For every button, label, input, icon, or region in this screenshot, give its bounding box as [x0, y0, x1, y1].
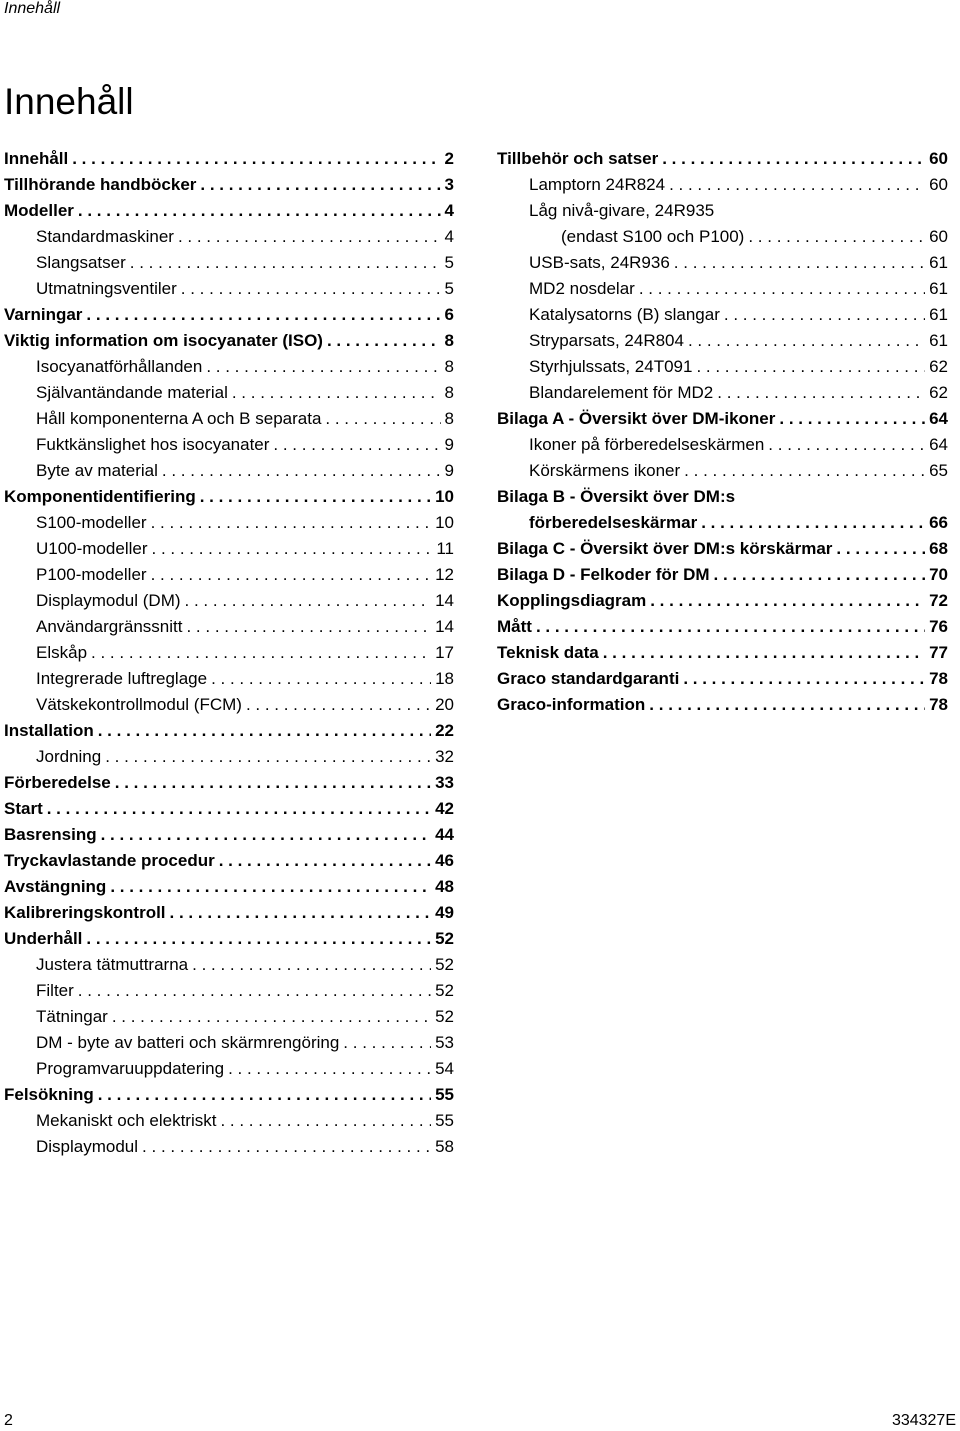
dot-leader — [674, 250, 925, 276]
dot-leader — [162, 458, 441, 484]
dot-leader — [211, 666, 431, 692]
toc-entry[interactable] — [497, 536, 948, 562]
toc-entry[interactable] — [497, 484, 948, 536]
toc-entry-page: 53 — [435, 1033, 454, 1052]
toc-entry-label: Tryckavlastande procedur — [4, 851, 215, 870]
toc-entry[interactable] — [4, 1004, 454, 1030]
dot-leader — [696, 354, 925, 380]
toc-entry[interactable] — [4, 536, 454, 562]
toc-entry[interactable] — [497, 666, 948, 692]
toc-entry-page: 52 — [435, 1007, 454, 1026]
dot-leader — [232, 380, 441, 406]
toc-entry-label: Underhåll — [4, 929, 83, 948]
toc-entry-label: Varningar — [4, 305, 83, 324]
dot-leader — [662, 146, 925, 172]
toc-entry-page: 9 — [444, 435, 454, 454]
toc-entry-page: 64 — [929, 435, 948, 454]
toc-entry-page: 8 — [444, 357, 454, 376]
toc-entry-label: S100-modeller — [36, 513, 147, 532]
toc-entry-page: 4 — [444, 201, 454, 220]
toc-entry-label: Bilaga B - Översikt över DM:s — [497, 487, 736, 506]
toc-entry-page: 14 — [435, 591, 454, 610]
toc-entry-page: 77 — [929, 643, 948, 662]
toc-entry-label: Modeller — [4, 201, 74, 220]
toc-entry[interactable] — [4, 276, 454, 302]
toc-entry-label: Vätskekontrollmodul (FCM) — [36, 695, 242, 714]
toc-entry[interactable] — [497, 562, 948, 588]
toc-entry-page: 60 — [929, 149, 948, 168]
toc-entry[interactable] — [497, 302, 948, 328]
dot-leader — [192, 952, 431, 978]
toc-entry-label: Körskärmens ikoner — [529, 461, 681, 480]
toc-entry[interactable] — [4, 718, 454, 744]
toc-entry[interactable] — [4, 666, 454, 692]
toc-entry-page: 78 — [929, 669, 948, 688]
toc-entry[interactable] — [497, 458, 948, 484]
dot-leader — [219, 848, 431, 874]
toc-entry[interactable] — [4, 224, 454, 250]
toc-entry[interactable] — [4, 614, 454, 640]
toc-entry-label: Byte av material — [36, 461, 158, 480]
toc-entry-page: 4 — [444, 227, 454, 246]
dot-leader — [688, 328, 925, 354]
toc-entry-label: Graco-information — [497, 695, 646, 714]
toc-entry-label: Justera tätmuttrarna — [36, 955, 189, 974]
toc-entry-page: 78 — [929, 695, 948, 714]
toc-entry-label: Displaymodul — [36, 1137, 139, 1156]
dot-leader — [683, 666, 925, 692]
toc-entry[interactable] — [497, 250, 948, 276]
toc-entry-label: Standardmaskiner — [36, 227, 174, 246]
toc-entry-label: Start — [4, 799, 43, 818]
dot-leader — [325, 406, 440, 432]
toc-entry-label: Användargränssnitt — [36, 617, 183, 636]
toc-entry-label: Lamptorn 24R824 — [529, 175, 666, 194]
toc-entry-page: 61 — [929, 331, 948, 350]
dot-leader — [206, 354, 440, 380]
dot-leader — [603, 640, 925, 666]
toc-entry-label: Viktig information om isocyanater (ISO) — [4, 331, 323, 350]
toc-entry[interactable] — [497, 406, 948, 432]
toc-entry-label: U100-modeller — [36, 539, 148, 558]
toc-entry-page: 62 — [929, 357, 948, 376]
dot-leader — [649, 692, 925, 718]
toc-entry-label: Kalibreringskontroll — [4, 903, 166, 922]
toc-entry[interactable] — [4, 354, 454, 380]
toc-entry[interactable] — [4, 198, 454, 224]
toc-entry[interactable] — [497, 276, 948, 302]
toc-entry[interactable] — [4, 952, 454, 978]
toc-entry-page: 32 — [435, 747, 454, 766]
dot-leader — [170, 900, 432, 926]
toc-entry-page: 55 — [435, 1111, 454, 1130]
dot-leader — [112, 1004, 431, 1030]
toc-entry-page: 8 — [444, 383, 454, 402]
toc-entry[interactable] — [497, 172, 948, 198]
toc-entry[interactable] — [4, 380, 454, 406]
toc-entry-label: Teknisk data — [497, 643, 599, 662]
toc-entry-label: Låg nivå-givare, 24R935 — [529, 201, 715, 220]
toc-entry[interactable] — [4, 146, 454, 172]
toc-entry[interactable] — [4, 1108, 454, 1134]
toc-entry-page: 72 — [929, 591, 948, 610]
toc-entry[interactable] — [497, 640, 948, 666]
toc-entry-page: 60 — [929, 175, 948, 194]
toc-entry-label: Mått — [497, 617, 532, 636]
toc-entry-page: 22 — [435, 721, 454, 740]
dot-leader — [701, 510, 925, 536]
toc-entry-label-continued: förberedelseskärmar — [529, 513, 698, 532]
toc-entry-label: Förberedelse — [4, 773, 111, 792]
dot-leader — [181, 276, 441, 302]
toc-entry[interactable] — [4, 796, 454, 822]
toc-entry-page: 65 — [929, 461, 948, 480]
toc-entry-page: 5 — [444, 279, 454, 298]
toc-entry-page: 49 — [435, 903, 454, 922]
dot-leader — [228, 1056, 431, 1082]
toc-entry-label: Mekaniskt och elektriskt — [36, 1111, 217, 1130]
toc-entry-page: 76 — [929, 617, 948, 636]
dot-leader — [47, 796, 431, 822]
toc-entry-label: Stryparsats, 24R804 — [529, 331, 684, 350]
toc-entry-label: Slangsatser — [36, 253, 126, 272]
dot-leader — [130, 250, 441, 276]
toc-entry[interactable] — [4, 874, 454, 900]
dot-leader — [86, 926, 431, 952]
toc-entry-page: 62 — [929, 383, 948, 402]
toc-entry-label: Utmatningsventiler — [36, 279, 177, 298]
toc-entry[interactable] — [497, 328, 948, 354]
toc-entry-page: 55 — [435, 1085, 454, 1104]
toc-entry-label: Displaymodul (DM) — [36, 591, 181, 610]
toc-entry-label: Självantändande material — [36, 383, 228, 402]
dot-leader — [724, 302, 925, 328]
running-header: Innehåll — [4, 0, 61, 17]
dot-leader — [186, 614, 431, 640]
toc-entry-page: 10 — [435, 513, 454, 532]
dot-leader — [327, 328, 441, 354]
dot-leader — [717, 380, 925, 406]
toc-entry[interactable] — [497, 692, 948, 718]
toc-entry-page: 58 — [435, 1137, 454, 1156]
toc-entry-page: 64 — [929, 409, 948, 428]
toc-entry[interactable] — [4, 432, 454, 458]
toc-entry[interactable] — [497, 380, 948, 406]
toc-entry-label-continued: (endast S100 och P100) — [561, 227, 745, 246]
dot-leader — [110, 874, 431, 900]
toc-entry-label: Innehåll — [4, 149, 69, 168]
toc-entry[interactable] — [4, 978, 454, 1004]
dot-leader — [178, 224, 441, 250]
toc-entry[interactable] — [4, 1134, 454, 1160]
toc-entry-label: Blandarelement för MD2 — [529, 383, 714, 402]
dot-leader — [639, 276, 925, 302]
dot-leader — [105, 744, 431, 770]
toc-entry-page: 52 — [435, 981, 454, 1000]
toc-entry[interactable] — [4, 562, 454, 588]
toc-entry[interactable] — [4, 406, 454, 432]
toc-entry-label: Integrerade luftreglage — [36, 669, 208, 688]
toc-entry[interactable] — [4, 640, 454, 666]
toc-entry-page: 11 — [436, 539, 454, 558]
toc-entry-label: Håll komponenterna A och B separata — [36, 409, 322, 428]
document-id: 334327E — [891, 1412, 956, 1429]
dot-leader — [669, 172, 925, 198]
toc-entry-label: Filter — [36, 981, 74, 1000]
toc-entry[interactable] — [497, 432, 948, 458]
page-number: 2 — [4, 1412, 13, 1429]
toc-entry[interactable] — [4, 172, 454, 198]
dot-leader — [684, 458, 925, 484]
toc-entry-page: 5 — [444, 253, 454, 272]
toc-entry-page: 48 — [435, 877, 454, 896]
toc-entry-label: Tillbehör och satser — [497, 149, 659, 168]
toc-entry-page: 6 — [444, 305, 454, 324]
dot-leader — [152, 536, 433, 562]
toc-entry-page: 12 — [435, 565, 454, 584]
toc-entry[interactable] — [4, 692, 454, 718]
toc-entry-page: 10 — [435, 487, 454, 506]
toc-entry[interactable] — [4, 1056, 454, 1082]
toc-entry-page: 2 — [444, 149, 454, 168]
toc-entry-label: Graco standardgaranti — [497, 669, 680, 688]
toc-entry-label: Jordning — [36, 747, 102, 766]
toc-entry[interactable] — [4, 926, 454, 952]
toc-entry-label: Tillhörande handböcker — [4, 175, 197, 194]
toc-entry-page: 61 — [929, 305, 948, 324]
toc-entry-label: Avstängning — [4, 877, 107, 896]
toc-entry-label: P100-modeller — [36, 565, 147, 584]
toc-entry[interactable] — [4, 1082, 454, 1108]
dot-leader — [714, 562, 926, 588]
toc-entry-label: MD2 nosdelar — [529, 279, 635, 298]
toc-entry-label: Ikoner på förberedelseskärmen — [529, 435, 765, 454]
dot-leader — [748, 224, 925, 250]
dot-leader — [650, 588, 925, 614]
toc-right-column — [497, 146, 948, 718]
toc-entry-label: Installation — [4, 721, 94, 740]
toc-entry[interactable] — [4, 848, 454, 874]
toc-entry[interactable] — [4, 822, 454, 848]
toc-entry-label: Felsökning — [4, 1085, 94, 1104]
toc-entry[interactable] — [497, 354, 948, 380]
dot-leader — [98, 1082, 431, 1108]
toc-left-column — [4, 146, 454, 1160]
dot-leader — [151, 562, 432, 588]
toc-entry-label: Bilaga A - Översikt över DM-ikoner — [497, 409, 776, 428]
toc-entry-page: 52 — [435, 929, 454, 948]
toc-entry-page: 14 — [435, 617, 454, 636]
toc-entry-page: 17 — [435, 643, 454, 662]
toc-entry[interactable] — [4, 770, 454, 796]
toc-entry-page: 44 — [435, 825, 454, 844]
toc-entry-page: 42 — [435, 799, 454, 818]
toc-entry-page: 61 — [929, 253, 948, 272]
toc-entry[interactable] — [4, 458, 454, 484]
toc-entry-page: 33 — [435, 773, 454, 792]
dot-leader — [78, 978, 431, 1004]
dot-leader — [91, 640, 431, 666]
toc-entry-label: Komponentidentifiering — [4, 487, 196, 506]
toc-entry-page: 18 — [435, 669, 454, 688]
toc-entry-page: 3 — [444, 175, 454, 194]
dot-leader — [836, 536, 925, 562]
dot-leader — [78, 198, 441, 224]
dot-leader — [343, 1030, 431, 1056]
dot-leader — [273, 432, 440, 458]
toc-entry-page: 52 — [435, 955, 454, 974]
dot-leader — [142, 1134, 431, 1160]
toc-entry-page: 70 — [929, 565, 948, 584]
toc-entry-label: DM - byte av batteri och skärmrengöring — [36, 1033, 340, 1052]
toc-entry-label: Styrhjulssats, 24T091 — [529, 357, 693, 376]
toc-entry[interactable] — [497, 146, 948, 172]
toc-entry-page: 68 — [929, 539, 948, 558]
toc-entry-page: 20 — [435, 695, 454, 714]
toc-entry-page: 60 — [929, 227, 948, 246]
dot-leader — [72, 146, 440, 172]
toc-entry[interactable] — [4, 1030, 454, 1056]
toc-entry-page: 54 — [435, 1059, 454, 1078]
dot-leader — [200, 172, 440, 198]
toc-entry[interactable] — [4, 510, 454, 536]
toc-entry-label: Kopplingsdiagram — [497, 591, 647, 610]
toc-entry-page: 61 — [929, 279, 948, 298]
toc-entry[interactable] — [4, 900, 454, 926]
toc-entry-label: USB-sats, 24R936 — [529, 253, 670, 272]
toc-entry[interactable] — [497, 588, 948, 614]
dot-leader — [101, 822, 431, 848]
toc-entry[interactable] — [497, 198, 948, 250]
toc-entry[interactable] — [4, 302, 454, 328]
dot-leader — [98, 718, 431, 744]
toc-entry-label: Isocyanatförhållanden — [36, 357, 203, 376]
page-title: Innehåll — [4, 81, 134, 122]
toc-entry-label: Katalysatorns (B) slangar — [529, 305, 720, 324]
dot-leader — [115, 770, 431, 796]
toc-entry-page: 8 — [444, 409, 454, 428]
dot-leader — [536, 614, 925, 640]
toc-entry[interactable] — [497, 614, 948, 640]
toc-entry[interactable] — [4, 588, 454, 614]
dot-leader — [220, 1108, 431, 1134]
toc-entry-page: 8 — [444, 331, 454, 350]
toc-entry-label: Bilaga C - Översikt över DM:s körskärmar — [497, 539, 833, 558]
toc-entry-label: Basrensing — [4, 825, 97, 844]
toc-entry-label: Tätningar — [36, 1007, 108, 1026]
toc-entry[interactable] — [4, 250, 454, 276]
dot-leader — [246, 692, 431, 718]
toc-entry[interactable] — [4, 484, 454, 510]
dot-leader — [768, 432, 925, 458]
dot-leader — [200, 484, 431, 510]
toc-entry-label: Fuktkänslighet hos isocyanater — [36, 435, 270, 454]
dot-leader — [185, 588, 432, 614]
toc-entry[interactable] — [4, 744, 454, 770]
toc-entry-page: 9 — [444, 461, 454, 480]
toc-entry[interactable] — [4, 328, 454, 354]
toc-entry-label: Bilaga D - Felkoder för DM — [497, 565, 710, 584]
toc-entry-label: Programvaruuppdatering — [36, 1059, 225, 1078]
toc-entry-label: Elskåp — [36, 643, 88, 662]
dot-leader — [779, 406, 925, 432]
toc-entry-page: 66 — [929, 513, 948, 532]
toc-entry-page: 46 — [435, 851, 454, 870]
dot-leader — [151, 510, 432, 536]
dot-leader — [86, 302, 440, 328]
